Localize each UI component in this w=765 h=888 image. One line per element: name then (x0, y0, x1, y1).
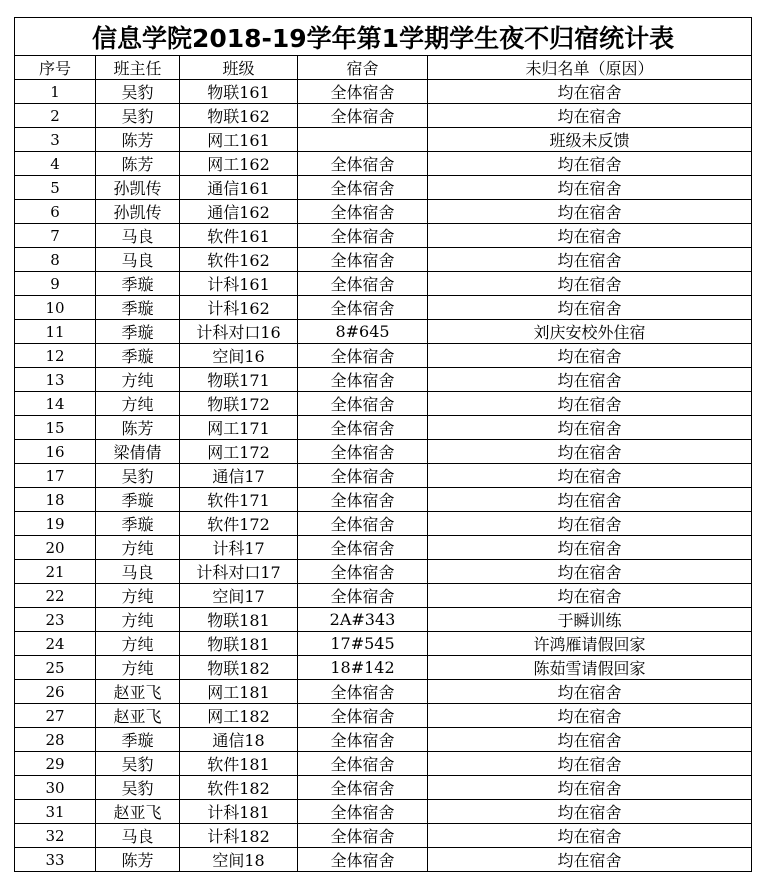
row-absentees-cell: 均在宿舍 (428, 440, 752, 464)
row-dorm-cell: 全体宿舍 (298, 296, 428, 320)
row-teacher-cell: 方纯 (96, 536, 180, 560)
row-dorm-cell: 全体宿舍 (298, 440, 428, 464)
row-dorm-cell: 全体宿舍 (298, 512, 428, 536)
row-class-cell: 通信161 (180, 176, 298, 200)
row-absentees-cell: 均在宿舍 (428, 224, 752, 248)
row-index-cell: 9 (15, 272, 96, 296)
row-teacher-cell: 赵亚飞 (96, 800, 180, 824)
row-dorm-cell: 全体宿舍 (298, 584, 428, 608)
row-absentees-cell: 均在宿舍 (428, 560, 752, 584)
table-row (15, 416, 752, 440)
header-teacher: 班主任 (96, 56, 180, 80)
row-absentees-cell: 均在宿舍 (428, 776, 752, 800)
row-dorm-cell: 全体宿舍 (298, 560, 428, 584)
row-index-cell: 7 (15, 224, 96, 248)
row-absentees-cell: 均在宿舍 (428, 800, 752, 824)
row-index-cell: 17 (15, 464, 96, 488)
row-class-cell: 计科161 (180, 272, 298, 296)
row-index-cell: 16 (15, 440, 96, 464)
row-teacher-cell: 赵亚飞 (96, 704, 180, 728)
row-teacher-cell: 马良 (96, 560, 180, 584)
header-index: 序号 (15, 56, 96, 80)
row-dorm-cell: 全体宿舍 (298, 176, 428, 200)
row-absentees-cell: 均在宿舍 (428, 704, 752, 728)
row-teacher-cell: 陈芳 (96, 152, 180, 176)
row-absentees-cell: 均在宿舍 (428, 536, 752, 560)
row-index-cell: 13 (15, 368, 96, 392)
row-class-cell: 计科对口17 (180, 560, 298, 584)
row-index-cell: 3 (15, 128, 96, 152)
row-dorm-cell: 全体宿舍 (298, 272, 428, 296)
row-absentees-cell: 均在宿舍 (428, 728, 752, 752)
row-class-cell: 网工172 (180, 440, 298, 464)
row-class-cell: 物联162 (180, 104, 298, 128)
row-absentees-cell: 均在宿舍 (428, 152, 752, 176)
row-class-cell: 空间16 (180, 344, 298, 368)
row-index-cell: 30 (15, 776, 96, 800)
row-absentees-cell: 均在宿舍 (428, 416, 752, 440)
row-index-cell: 2 (15, 104, 96, 128)
row-teacher-cell: 孙凯传 (96, 200, 180, 224)
row-index-cell: 26 (15, 680, 96, 704)
table-row (15, 320, 752, 344)
row-teacher-cell: 陈芳 (96, 416, 180, 440)
row-dorm-cell: 全体宿舍 (298, 392, 428, 416)
row-teacher-cell: 吴豹 (96, 464, 180, 488)
table-row (15, 200, 752, 224)
table-row (15, 296, 752, 320)
table-row (15, 800, 752, 824)
row-class-cell: 计科162 (180, 296, 298, 320)
row-index-cell: 28 (15, 728, 96, 752)
row-dorm-cell: 全体宿舍 (298, 848, 428, 872)
row-index-cell: 15 (15, 416, 96, 440)
dormitory-absence-table (14, 17, 752, 872)
row-class-cell: 物联172 (180, 392, 298, 416)
row-teacher-cell: 吴豹 (96, 752, 180, 776)
row-absentees-cell: 许鸿雁请假回家 (428, 632, 752, 656)
row-index-cell: 29 (15, 752, 96, 776)
row-teacher-cell: 吴豹 (96, 80, 180, 104)
row-index-cell: 32 (15, 824, 96, 848)
table-row (15, 560, 752, 584)
row-absentees-cell: 均在宿舍 (428, 824, 752, 848)
row-dorm-cell: 全体宿舍 (298, 248, 428, 272)
table-row (15, 392, 752, 416)
table-row (15, 824, 752, 848)
row-index-cell: 23 (15, 608, 96, 632)
row-class-cell: 空间17 (180, 584, 298, 608)
row-teacher-cell: 陈芳 (96, 848, 180, 872)
row-dorm-cell: 全体宿舍 (298, 464, 428, 488)
row-dorm-cell: 全体宿舍 (298, 80, 428, 104)
table-row (15, 728, 752, 752)
row-teacher-cell: 季璇 (96, 344, 180, 368)
table-row (15, 128, 752, 152)
row-dorm-cell: 18#142 (298, 656, 428, 680)
row-dorm-cell: 全体宿舍 (298, 728, 428, 752)
row-class-cell: 计科17 (180, 536, 298, 560)
table-row (15, 464, 752, 488)
row-index-cell: 5 (15, 176, 96, 200)
row-teacher-cell: 方纯 (96, 368, 180, 392)
row-class-cell: 物联171 (180, 368, 298, 392)
row-index-cell: 31 (15, 800, 96, 824)
row-absentees-cell: 班级未反馈 (428, 128, 752, 152)
table-row (15, 80, 752, 104)
table-row (15, 512, 752, 536)
row-index-cell: 12 (15, 344, 96, 368)
row-dorm-cell: 2A#343 (298, 608, 428, 632)
row-index-cell: 10 (15, 296, 96, 320)
row-teacher-cell: 季璇 (96, 488, 180, 512)
row-index-cell: 4 (15, 152, 96, 176)
table-row (15, 368, 752, 392)
table-row (15, 848, 752, 872)
row-absentees-cell: 均在宿舍 (428, 584, 752, 608)
row-dorm-cell: 全体宿舍 (298, 488, 428, 512)
row-teacher-cell: 季璇 (96, 272, 180, 296)
row-teacher-cell: 季璇 (96, 728, 180, 752)
row-absentees-cell: 刘庆安校外住宿 (428, 320, 752, 344)
header-dorm: 宿舍 (298, 56, 428, 80)
row-teacher-cell: 陈芳 (96, 128, 180, 152)
table-row (15, 440, 752, 464)
row-class-cell: 软件162 (180, 248, 298, 272)
row-class-cell: 软件181 (180, 752, 298, 776)
row-absentees-cell: 均在宿舍 (428, 488, 752, 512)
row-class-cell: 物联161 (180, 80, 298, 104)
table-row (15, 680, 752, 704)
row-dorm-cell: 全体宿舍 (298, 368, 428, 392)
row-class-cell: 软件172 (180, 512, 298, 536)
row-teacher-cell: 赵亚飞 (96, 680, 180, 704)
row-dorm-cell: 全体宿舍 (298, 704, 428, 728)
row-index-cell: 20 (15, 536, 96, 560)
row-teacher-cell: 方纯 (96, 392, 180, 416)
row-class-cell: 物联182 (180, 656, 298, 680)
row-dorm-cell: 全体宿舍 (298, 800, 428, 824)
row-absentees-cell: 均在宿舍 (428, 392, 752, 416)
row-dorm-cell: 8#645 (298, 320, 428, 344)
row-teacher-cell: 季璇 (96, 296, 180, 320)
row-class-cell: 网工181 (180, 680, 298, 704)
row-dorm-cell: 全体宿舍 (298, 152, 428, 176)
table-row (15, 104, 752, 128)
row-class-cell: 通信17 (180, 464, 298, 488)
row-absentees-cell: 均在宿舍 (428, 296, 752, 320)
table-row (15, 488, 752, 512)
row-absentees-cell: 于瞬训练 (428, 608, 752, 632)
table-body (15, 80, 752, 872)
row-teacher-cell: 吴豹 (96, 104, 180, 128)
row-teacher-cell: 马良 (96, 824, 180, 848)
row-absentees-cell: 均在宿舍 (428, 680, 752, 704)
table-row (15, 152, 752, 176)
title-row (15, 18, 752, 56)
row-teacher-cell: 马良 (96, 248, 180, 272)
row-teacher-cell: 梁倩倩 (96, 440, 180, 464)
row-class-cell: 网工182 (180, 704, 298, 728)
row-class-cell: 通信162 (180, 200, 298, 224)
row-teacher-cell: 孙凯传 (96, 176, 180, 200)
table-row (15, 752, 752, 776)
row-teacher-cell: 方纯 (96, 632, 180, 656)
table-row (15, 536, 752, 560)
row-absentees-cell: 均在宿舍 (428, 368, 752, 392)
row-class-cell: 软件161 (180, 224, 298, 248)
table-row (15, 176, 752, 200)
row-absentees-cell: 均在宿舍 (428, 464, 752, 488)
row-index-cell: 11 (15, 320, 96, 344)
table-row (15, 344, 752, 368)
row-absentees-cell: 均在宿舍 (428, 200, 752, 224)
row-dorm-cell: 全体宿舍 (298, 104, 428, 128)
row-class-cell: 物联181 (180, 632, 298, 656)
row-dorm-cell (298, 128, 428, 152)
header-class: 班级 (180, 56, 298, 80)
row-dorm-cell: 全体宿舍 (298, 680, 428, 704)
row-teacher-cell: 季璇 (96, 512, 180, 536)
table-row (15, 776, 752, 800)
row-absentees-cell: 均在宿舍 (428, 848, 752, 872)
table-row (15, 632, 752, 656)
row-absentees-cell: 均在宿舍 (428, 104, 752, 128)
row-index-cell: 18 (15, 488, 96, 512)
row-index-cell: 22 (15, 584, 96, 608)
row-dorm-cell: 17#545 (298, 632, 428, 656)
row-class-cell: 物联181 (180, 608, 298, 632)
table-row (15, 608, 752, 632)
row-index-cell: 33 (15, 848, 96, 872)
row-class-cell: 网工162 (180, 152, 298, 176)
row-dorm-cell: 全体宿舍 (298, 824, 428, 848)
row-index-cell: 27 (15, 704, 96, 728)
row-absentees-cell: 均在宿舍 (428, 176, 752, 200)
row-index-cell: 19 (15, 512, 96, 536)
row-class-cell: 网工161 (180, 128, 298, 152)
row-class-cell: 计科182 (180, 824, 298, 848)
row-absentees-cell: 均在宿舍 (428, 80, 752, 104)
row-index-cell: 24 (15, 632, 96, 656)
row-teacher-cell: 方纯 (96, 584, 180, 608)
row-dorm-cell: 全体宿舍 (298, 536, 428, 560)
header-absentees: 未归名单（原因） (428, 56, 752, 80)
row-class-cell: 软件171 (180, 488, 298, 512)
row-class-cell: 通信18 (180, 728, 298, 752)
row-class-cell: 软件182 (180, 776, 298, 800)
row-teacher-cell: 马良 (96, 224, 180, 248)
table-row (15, 656, 752, 680)
row-teacher-cell: 方纯 (96, 608, 180, 632)
row-class-cell: 空间18 (180, 848, 298, 872)
row-dorm-cell: 全体宿舍 (298, 416, 428, 440)
row-dorm-cell: 全体宿舍 (298, 344, 428, 368)
table-row (15, 584, 752, 608)
row-absentees-cell: 均在宿舍 (428, 248, 752, 272)
row-class-cell: 计科181 (180, 800, 298, 824)
row-teacher-cell: 季璇 (96, 320, 180, 344)
row-teacher-cell: 吴豹 (96, 776, 180, 800)
row-dorm-cell: 全体宿舍 (298, 224, 428, 248)
header-row (15, 56, 752, 80)
row-absentees-cell: 均在宿舍 (428, 272, 752, 296)
row-index-cell: 6 (15, 200, 96, 224)
row-class-cell: 计科对口16 (180, 320, 298, 344)
row-absentees-cell: 均在宿舍 (428, 344, 752, 368)
row-index-cell: 14 (15, 392, 96, 416)
row-dorm-cell: 全体宿舍 (298, 776, 428, 800)
sheet-title: 信息学院2018-19学年第1学期学生夜不归宿统计表 (15, 18, 752, 56)
row-dorm-cell: 全体宿舍 (298, 752, 428, 776)
row-teacher-cell: 方纯 (96, 656, 180, 680)
row-index-cell: 1 (15, 80, 96, 104)
row-dorm-cell: 全体宿舍 (298, 200, 428, 224)
row-index-cell: 21 (15, 560, 96, 584)
table-row (15, 248, 752, 272)
row-index-cell: 25 (15, 656, 96, 680)
table-row (15, 272, 752, 296)
row-absentees-cell: 陈茹雪请假回家 (428, 656, 752, 680)
row-index-cell: 8 (15, 248, 96, 272)
row-absentees-cell: 均在宿舍 (428, 512, 752, 536)
table-row (15, 704, 752, 728)
row-absentees-cell: 均在宿舍 (428, 752, 752, 776)
table-row (15, 224, 752, 248)
row-class-cell: 网工171 (180, 416, 298, 440)
